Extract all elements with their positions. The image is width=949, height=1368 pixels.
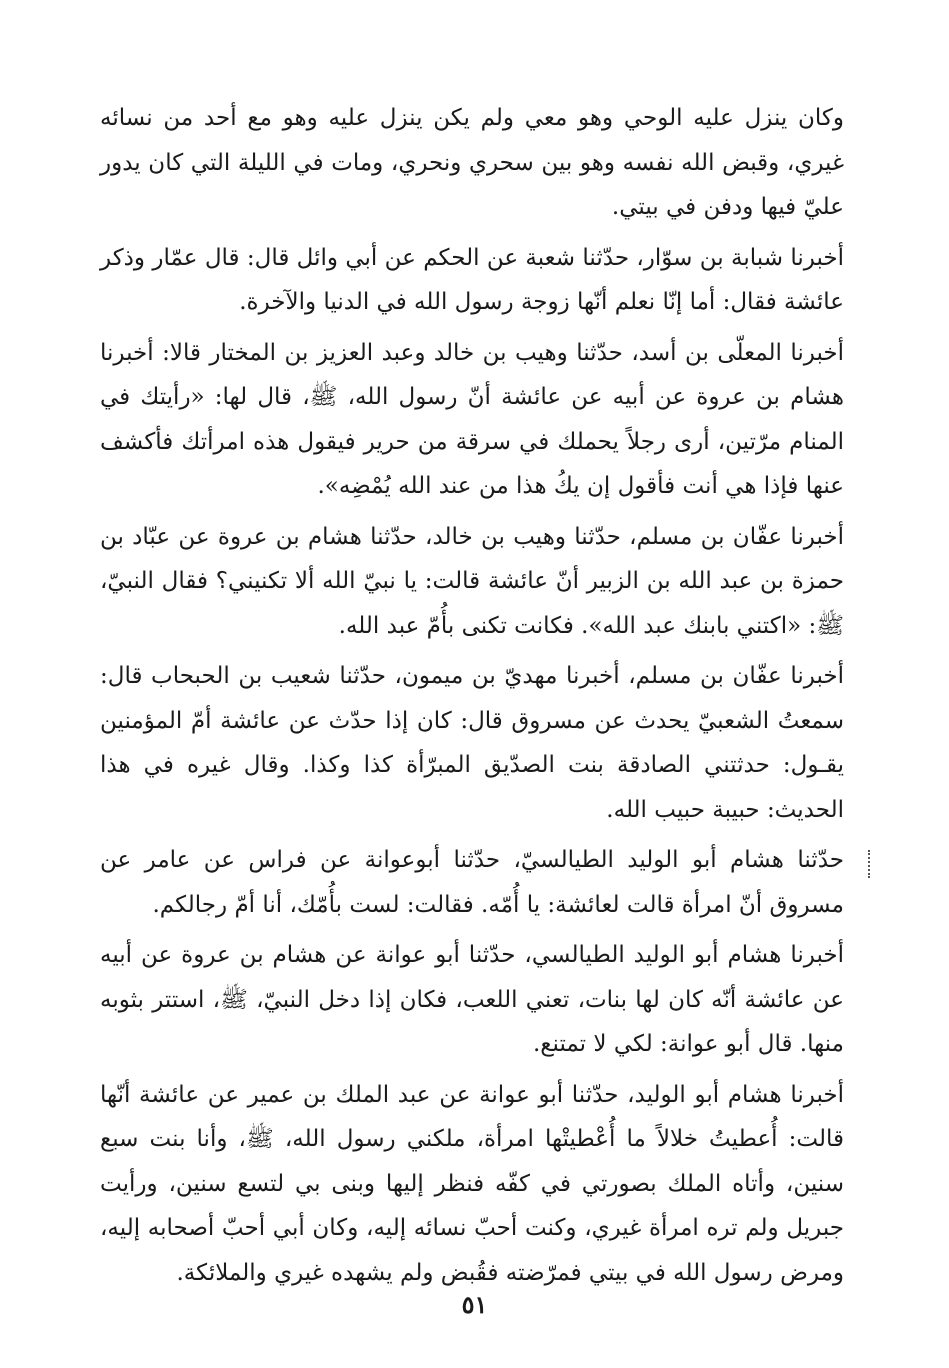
paragraph-5: أخبرنا عفّان بن مسلم، أخبرنا مهديّ بن ميمون، حدّثنا شعيب بن الحبحاب قال: سمعتُ الشعبيّ يحدث عن مسروق قال: كان إذا حدّث عن عائشة أمّ المؤمنين يقـول: حدثتني الصادقة بنت الصدّيق المبرّأة كذا وكذا. وقال غيره في هذا الحديث: حبيبة حبيب الله. bbox=[100, 663, 844, 823]
paragraph-2: أخبرنا شبابة بن سوّار، حدّثنا شعبة عن الحكم عن أبي وائل قال: قال عمّار وذكر عائشة فقال: أما إنّا نعلم أنّها زوجة رسول الله في الدنيا والآخرة. bbox=[100, 244, 844, 315]
paragraph-4: أخبرنا عفّان بن مسلم، حدّثنا وهيب بن خالد، حدّثنا هشام بن عروة عن عبّاد بن حمزة بن عبد الله بن الزبير أنّ عائشة قالت: يا نبيّ الله ألا تكنيني؟ فقال النبيّ، ﷺ: «اكتني بابنك عبد الله». فكانت تكنى بأُمّ عبد الله. bbox=[100, 523, 844, 639]
page-body bbox=[100, 96, 844, 1286]
paragraph-6: حدّثنا هشام أبو الوليد الطيالسيّ، حدّثنا أبوعوانة عن فراس عن عامر عن مسروق أنّ امرأة قالت لعائشة: يا أُمّه. فقالت: لست بأُمّك، أنا أمّ رجالكم. bbox=[100, 847, 844, 918]
paragraph-7: أخبرنا هشام أبو الوليد الطيالسي، حدّثنا أبو عوانة عن هشام بن عروة عن أبيه عن عائشة أنّه كان لها بنات، تعني اللعب، فكان إذا دخل النبيّ، ﷺ، استتر بثوبه منها. قال أبو عوانة: لكي لا تمتنع. bbox=[100, 942, 844, 1057]
paragraph-3: أخبرنا المعلّى بن أسد، حدّثنا وهيب بن خالد وعبد العزيز بن المختار قالا: أخبرنا هشام بن عروة عن أبيه عن عائشة أنّ رسول الله، ﷺ، قال لها: «رأيتك في المنام مرّتين، أرى رجلاً يحملك في سرقة من حرير فيقول هذه امرأتك فأكشف عنها فإذا هي أنت فأقول إن يكُ هذا من عند الله يُمْضِه». bbox=[100, 339, 844, 499]
page-number: ٥١ bbox=[461, 1290, 488, 1319]
margin-mark bbox=[868, 850, 872, 878]
paragraph-1: وكان ينزل عليه الوحي وهو معي ولم يكن ينزل عليه وهو مع أحد من نسائه غيري، وقبض الله نفسه وهو بين سحري ونحري، ومات في الليلة التي كان يدور عليّ فيها ودفن في بيتي. bbox=[100, 105, 844, 220]
paragraph-8: أخبرنا هشام أبو الوليد، حدّثنا أبو عوانة عن عبد الملك بن عمير عن عائشة أنّها قالت: أُعطيتُ خلالاً ما أُعْطيتْها امرأة، ملكني رسول الله، ﷺ، وأنا بنت سبع سنين، وأتاه الملك بصورتي في كفّه فنظر إليها وبنى بي لتسع سنين، ورأيت جبريل ولم تره امرأة غيري، وكنت أحبّ نسائه إليه، وكان أبي أحبّ أصحابه إليه، ومرض رسول الله في بيتي فمرّضته فقُبض ولم يشهده غيري والملائكة. bbox=[100, 1081, 844, 1286]
